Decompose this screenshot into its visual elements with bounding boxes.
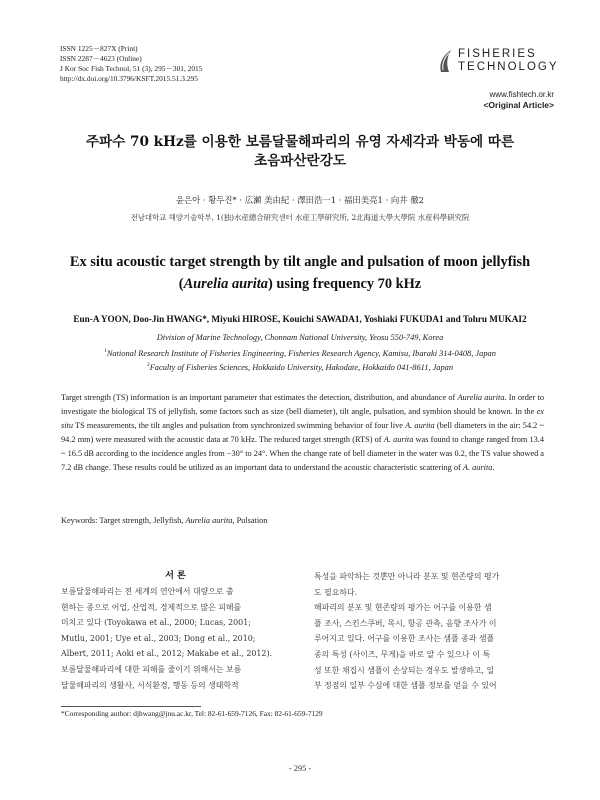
logo-line-1: FISHERIES bbox=[458, 48, 537, 60]
body-line: 종의 특성 (사이즈, 무게)을 바로 알 수 있으나 이 특 bbox=[314, 649, 491, 659]
body-line: 특성을 파악하는 것뿐만 아니라 분포 및 현존량의 평가 bbox=[314, 572, 500, 581]
body-line: 루어지고 있다. 어구를 이용한 조사는 샘플 종과 샘플 bbox=[314, 634, 495, 644]
abstract-species-3: A. aurita bbox=[383, 434, 414, 444]
english-title-line-1: Ex situ acoustic target strength by tilt angle and pulsation of moon jellyfish bbox=[69, 254, 531, 270]
korean-authors: 윤은아 · 황두진* · 広瀬 美由紀 · 澤田浩一1 · 福田美亮1 · 向井 徹2 bbox=[176, 195, 424, 205]
body-line: Albert, 2011; Aoki et al., 2012; Makabe et al., 2012). bbox=[61, 649, 273, 659]
journal-logo bbox=[438, 46, 559, 90]
affiliation-2 bbox=[40, 346, 560, 359]
body-line: 해파리의 분포 및 현존량의 평가는 어구를 이용한 샘 bbox=[314, 603, 492, 613]
body-column-left bbox=[61, 569, 290, 693]
doi-link[interactable]: http://dx.doi.org/10.3796/KSFT.2015.51.3.295 bbox=[60, 74, 198, 83]
section-title-introduction: 서 론 bbox=[165, 571, 186, 581]
keywords-text-2: , Pulsation bbox=[232, 516, 268, 525]
title-species-name: Aurelia aurita bbox=[183, 276, 268, 292]
abstract-species-2: A. aurita bbox=[405, 420, 435, 430]
page-number: - 295 - bbox=[288, 764, 312, 773]
fish-logo-icon bbox=[438, 48, 454, 74]
affiliation-3-text: Faculty of Fisheries Sciences, Hokkaido University, Hakodate, Hokkaido 041-8611, Japan bbox=[149, 362, 454, 372]
abstract-part-5: was found to change ranged from 13.4 ~ 16.5 dB according to the incidence angles from −30° to 24°. When the change rate of bell diameter in the water was 0.2, the TS value showed a 7.2 dB change. These results could be utilized as an important data to understand the acoustic characteristic scattering of bbox=[61, 434, 544, 472]
title-paren-open: ( bbox=[178, 276, 184, 292]
body-line: 성 또한 채집시 샘플이 손상되는 경우도 발생하고, 일 bbox=[314, 665, 495, 675]
english-authors: Eun-A YOON, Doo-Jin HWANG*, Miyuki HIROSE, Kouichi SAWADA1, Yoshiaki FUKUDA1 and Tohru MUKAI2 bbox=[73, 314, 527, 324]
body-line: 보름달물해파리는 전 세계의 연안에서 대량으로 출 bbox=[61, 587, 234, 596]
body-line: 미치고 있다 (Toyokawa et al., 2000; Lucas, 2001; bbox=[61, 618, 251, 628]
issn-print: ISSN 1225－827X (Print) bbox=[60, 44, 138, 53]
article-type: <Original Article> bbox=[483, 100, 554, 110]
abstract-ex-situ: ex situ bbox=[61, 406, 544, 430]
body-column-right bbox=[314, 569, 543, 694]
body-line: 보름달물해파리에 대한 피해를 줄이기 위해서는 보름 bbox=[61, 664, 242, 674]
korean-affiliations: 전남대학교 해양기술학부, 1(独)水産總合研究센터 水産工學研究所, 2北海道大學大學院 水産科學研究院 bbox=[130, 213, 470, 222]
keywords-text: Target strength, Jellyfish, bbox=[99, 516, 186, 525]
body-line: 도 필요하다. bbox=[314, 587, 358, 597]
title-line-2-rest: ) using frequency 70 kHz bbox=[267, 276, 422, 292]
footnote-divider bbox=[61, 706, 201, 707]
keywords-label: Keywords: bbox=[61, 516, 100, 525]
affiliation-3 bbox=[40, 360, 560, 373]
body-line: 부 정점의 일부 수심에 대한 샘플 정보를 얻을 수 있어 bbox=[314, 681, 497, 691]
logo-wordmark bbox=[458, 48, 559, 74]
affiliation-2-text: National Research Institute of Fisheries Engineering, Fisheries Research Agency, Kamisu, Ibaraki 314-0408, Japan bbox=[106, 348, 496, 358]
body-line: 플 조사, 스킨스쿠버, 목시, 항공 관측, 음향 조사가 이 bbox=[314, 618, 497, 628]
abstract-part-4: (bell diameters in the air: 54.2 ~ 94.2 mm) were measured with the acoustic data at 70 kHz. The reduced target strength (RTS) of bbox=[61, 420, 544, 444]
abstract-part-3: TS measurements, the tilt angles and pulsation from synchronized swimming behavior of four live bbox=[73, 420, 406, 430]
logo-line-2: TECHNOLOGY bbox=[458, 61, 559, 73]
journal-metadata bbox=[60, 44, 202, 84]
abstract-part-2: . In order to investigate the biological TS of jellyfish, some factors such as size (bell diameter), tilt angle, pulsation, and symbion should be known. In the bbox=[61, 393, 545, 416]
keywords-species: Aurelia aurita bbox=[185, 516, 233, 525]
journal-website[interactable]: www.fishtech.or.kr bbox=[489, 90, 554, 99]
abstract bbox=[61, 391, 544, 474]
affiliation-2-marker: 1 bbox=[104, 348, 107, 354]
body-line: 달물해파리의 생활사, 서식환경, 행동 등의 생태학적 bbox=[61, 680, 239, 690]
abstract-species-1: Aurelia aurita bbox=[457, 393, 505, 402]
corresponding-author-footnote: *Corresponding author: djhwang@jnu.ac.kr, Tel: 82-61-659-7126, Fax: 82-61-659-7129 bbox=[61, 709, 323, 718]
english-title-line-2 bbox=[40, 274, 560, 294]
abstract-part-1: Target strength (TS) information is an important parameter that estimates the detection, distribution, and abundance of bbox=[61, 393, 458, 402]
body-line: Mutlu, 2001; Uye et al., 2003; Dong et al., 2010; bbox=[61, 633, 256, 643]
abstract-part-6: . bbox=[492, 462, 495, 472]
keywords bbox=[61, 516, 544, 525]
korean-title-line-1: 주파수 70 kHz를 이용한 보름달물해파리의 유영 자세각과 박동에 따른 bbox=[85, 134, 515, 150]
journal-citation: J Kor Soc Fish Technol, 51 (3), 295－301, 2015 bbox=[60, 64, 203, 73]
issn-online: ISSN 2287－4623 (Online) bbox=[60, 54, 142, 63]
abstract-species-4: A. aurita bbox=[462, 462, 493, 472]
affiliation-1: Division of Marine Technology, Chonnam National University, Yeosu 550-749, Korea bbox=[156, 333, 444, 342]
abstract-paragraph bbox=[61, 391, 544, 474]
body-line: 현하는 종으로 어업, 산업적, 경제적으로 많은 피해를 bbox=[61, 602, 242, 612]
affiliation-3-marker: 2 bbox=[146, 362, 150, 368]
korean-title-line-2: 초음파산란강도 bbox=[254, 153, 346, 169]
